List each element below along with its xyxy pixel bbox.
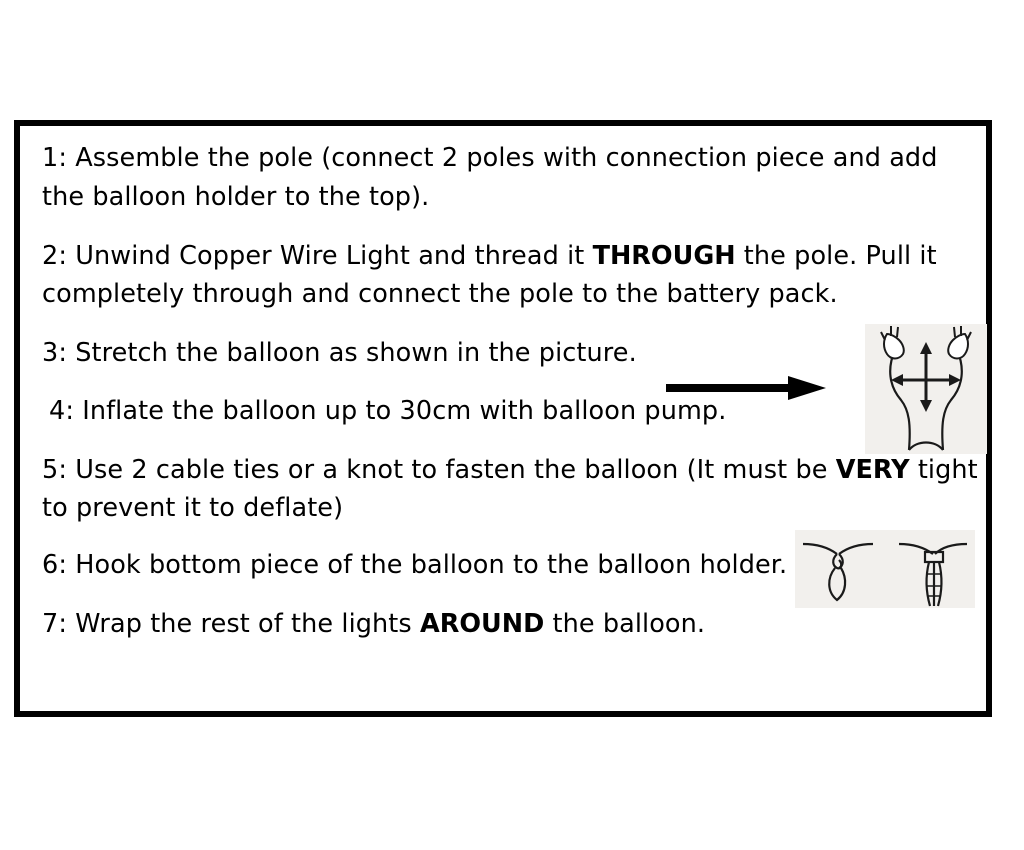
step-7-emphasis-around: AROUND [420,608,545,639]
step-7-text-part-1: 7: Wrap the rest of the lights [42,608,420,639]
instruction-step-7 [42,605,982,644]
step-7-text-part-2: the balloon. [544,608,706,639]
arrow-head [788,376,826,400]
instruction-step-1 [42,139,982,217]
step-1-text: 1: Assemble the pole (connect 2 poles with connection piece and add the balloon holder to the top). [42,143,938,212]
instruction-step-3 [42,334,982,373]
step-4-text: 4: Inflate the balloon up to 30cm with balloon pump. [49,395,727,426]
cable-tie-illustration [795,530,975,608]
step-5-text-part-1: 5: Use 2 cable ties or a knot to fasten the balloon (It must be [42,454,836,485]
step-6-text: 6: Hook bottom piece of the balloon to the balloon holder. [42,550,788,580]
cable-tie-figure [795,530,975,608]
step-2-text-part-2: the pole. Pull it completely through and connect the pole to the battery pack. [42,240,937,310]
stretch-balloon-figure [865,324,987,454]
step-2-emphasis-through: THROUGH [592,240,736,271]
stretch-balloon-illustration [865,324,987,454]
instruction-step-4 [42,392,982,431]
instruction-box [14,120,992,717]
step-3-text: 3: Stretch the balloon as shown in the picture. [42,338,637,368]
instruction-step-2 [42,237,982,315]
instruction-step-5 [42,451,982,529]
step-2-text-part-1: 2: Unwind Copper Wire Light and thread it [42,240,593,271]
step-5-text-part-2: tight to prevent it to deflate) [42,454,978,524]
pointer-arrow-icon [666,376,826,400]
arrow-shaft [666,384,794,392]
step-5-emphasis-very: VERY [835,454,910,485]
